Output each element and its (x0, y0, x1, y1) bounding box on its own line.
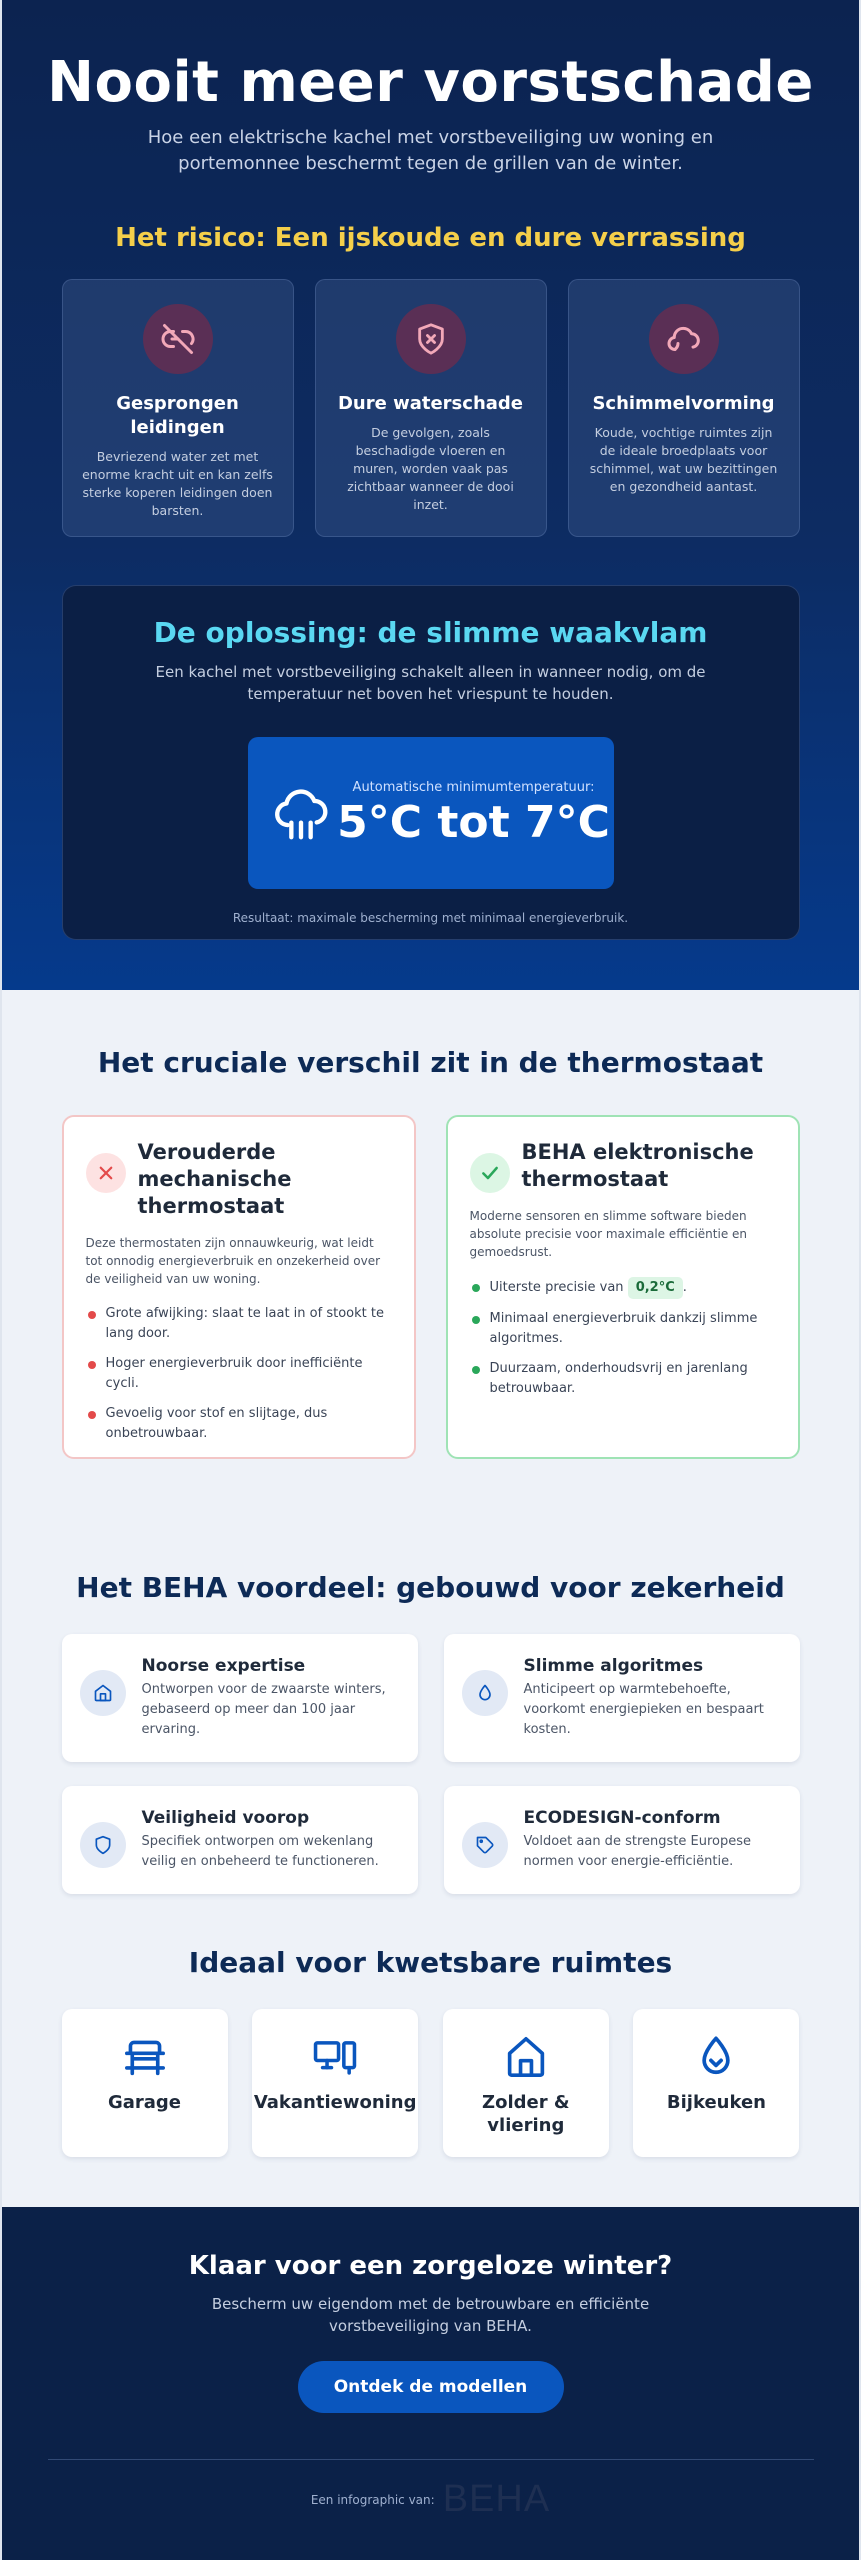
precision-badge: 0,2°C (628, 1277, 683, 1299)
beha-logo: BEHA (442, 2478, 551, 2520)
solution-result: Resultaat: maximale bescherming met minimaal energieverbruik. (232, 911, 629, 925)
old-thermostat-desc: Deze thermostaten zijn onnauwkeurig, wat leidt tot onnodig energieverbruik en onzekerheid over de veiligheid van uw woning. (85, 1236, 381, 1286)
page-title: Nooit meer vorstschade (47, 50, 814, 115)
risk-card-desc: Bevriezend water zet met enorme kracht uit en kan zelfs sterke koperen leidingen doen barsten. (82, 449, 273, 518)
risk-title: Het risico: Een ijskoude en dure verrassing (115, 223, 746, 253)
hero-section (2, 0, 859, 990)
advantage-card (444, 1786, 800, 1894)
old-thermostat-title: Verouderde mechanische thermostaat (137, 1140, 292, 1218)
new-thermostat-card (446, 1115, 800, 1459)
new-thermostat-title: BEHA elektronische thermostaat (521, 1140, 754, 1191)
list-item: Minimaal energieverbruik dankzij slimme algoritmes. (470, 1309, 776, 1349)
risk-card-title: Gesprongen leidingen (116, 393, 239, 438)
advantage-card-title: Noorse expertise (141, 1656, 306, 1676)
advantage-card-desc: Ontworpen voor de zwaarste winters, gebaseerd op meer dan 100 jaar ervaring. (141, 1682, 386, 1737)
advantage-card-title: Slimme algoritmes (523, 1656, 704, 1676)
list-item: Gevoelig voor stof en slijtage, dus onbetrouwbaar. (86, 1404, 392, 1444)
advantage-section (2, 1459, 859, 1894)
snow-cloud-icon (268, 784, 334, 842)
close-icon (86, 1153, 126, 1193)
risk-card-desc: Koude, vochtige ruimtes zijn de ideale broedplaats voor schimmel, wat uw bezittingen en gezondheid aantast. (589, 425, 778, 494)
advantage-card-desc: Voldoet aan de strengste Europese normen voor energie-efficiëntie. (523, 1834, 751, 1869)
tag-icon (462, 1822, 508, 1868)
shield-icon (80, 1822, 126, 1868)
shield-x-icon (396, 304, 466, 374)
mold-cloud-icon (649, 304, 719, 374)
risk-card-title: Schimmelvorming (592, 393, 775, 414)
footer-label: Een infographic van: (310, 2492, 435, 2507)
footer (2, 2478, 859, 2521)
list-item: Duurzaam, onderhoudsvrij en jarenlang betrouwbaar. (470, 1359, 776, 1399)
cta-subtitle: Bescherm uw eigendom met de betrouwbare en efficiënte vorstbeveiliging van BEHA. (211, 2295, 650, 2335)
advantage-card (62, 1786, 418, 1894)
ideal-card-label: Bijkeuken (666, 2092, 767, 2113)
risk-card (62, 279, 294, 537)
ideal-card (62, 2009, 228, 2157)
ideal-card (633, 2009, 799, 2157)
comparison-section (2, 990, 859, 1459)
infographic-page (2, 0, 859, 2560)
solution-title: De oplossing: de slimme waakvlam (153, 616, 708, 649)
temperature-readout (334, 780, 614, 847)
advantage-card (444, 1634, 800, 1762)
ideal-cards (62, 2009, 800, 2157)
solution-panel (62, 585, 800, 940)
list-item: Hoger energieverbruik door inefficiënte cycli. (86, 1354, 392, 1394)
ideal-card (252, 2009, 418, 2157)
risk-card (568, 279, 800, 537)
advantage-card-desc: Anticipeert op warmtebehoefte, voorkomt energiepieken en bespaart kosten. (523, 1682, 764, 1737)
utility-room-icon (633, 2035, 799, 2079)
old-thermostat-list (86, 1304, 392, 1444)
risk-cards (62, 279, 800, 537)
list-item: Grote afwijking: slaat te laat in of stookt te lang door. (86, 1304, 392, 1344)
vacation-home-icon (252, 2035, 418, 2079)
solution-subtitle: Een kachel met vorstbeveiliging schakelt alleen in wanneer nodig, om de temperatuur net boven het vriespunt te houden. (155, 663, 706, 703)
risk-card-desc: De gevolgen, zoals beschadigde vloeren en muren, worden vaak pas zichtbaar wanneer de dooi inzet. (347, 425, 514, 512)
advantage-card-desc: Specifiek ontworpen om wekenlang veilig en onbeheerd te functioneren. (141, 1834, 379, 1869)
garage-icon (62, 2035, 228, 2079)
precision-suffix: . (682, 1280, 687, 1295)
cta-section (2, 2207, 859, 2560)
ideal-card (443, 2009, 609, 2157)
footer-divider (48, 2459, 814, 2460)
check-icon (470, 1153, 510, 1193)
new-thermostat-list (470, 1277, 776, 1399)
precision-prefix: Uiterste precisie van (489, 1280, 624, 1295)
advantage-card-title: Veiligheid voorop (141, 1808, 310, 1828)
advantage-title: Het BEHA voordeel: gebouwd voor zekerheid (76, 1571, 785, 1604)
new-thermostat-desc: Moderne sensoren en slimme software bieden absolute precisie voor maximale efficiëntie en gemoedsrust. (469, 1209, 748, 1259)
risk-card-title: Dure waterschade (337, 393, 523, 414)
house-icon (80, 1670, 126, 1716)
ideal-title: Ideaal voor kwetsbare ruimtes (188, 1946, 673, 1979)
advantage-grid (62, 1634, 800, 1894)
ideal-card-label: Zolder & vliering (482, 2092, 570, 2136)
hero-subtitle: Hoe een elektrische kachel met vorstbeveiliging uw woning en portemonnee beschermt tegen de grillen van de winter. (147, 127, 714, 174)
risk-card (315, 279, 547, 537)
ideal-card-label: Vakantiewoning (253, 2092, 417, 2113)
temperature-box (248, 737, 614, 889)
droplet-icon (462, 1670, 508, 1716)
comparison-title: Het cruciale verschil zit in de thermostaat (97, 1046, 764, 1079)
old-thermostat-card (62, 1115, 416, 1459)
cta-title: Klaar voor een zorgeloze winter? (188, 2251, 673, 2281)
temperature-label: Automatische minimumtemperatuur: (352, 779, 595, 795)
advantage-card (62, 1634, 418, 1762)
advantage-card-title: ECODESIGN-conform (523, 1808, 721, 1828)
discover-models-button[interactable]: Ontdek de modellen (298, 2361, 564, 2413)
attic-icon (443, 2035, 609, 2079)
comparison-cards (62, 1115, 800, 1459)
broken-link-icon (143, 304, 213, 374)
ideal-section (2, 1894, 859, 2157)
temperature-value: 5°C tot 7°C (337, 796, 610, 848)
list-item (470, 1277, 776, 1299)
ideal-card-label: Garage (107, 2092, 182, 2113)
